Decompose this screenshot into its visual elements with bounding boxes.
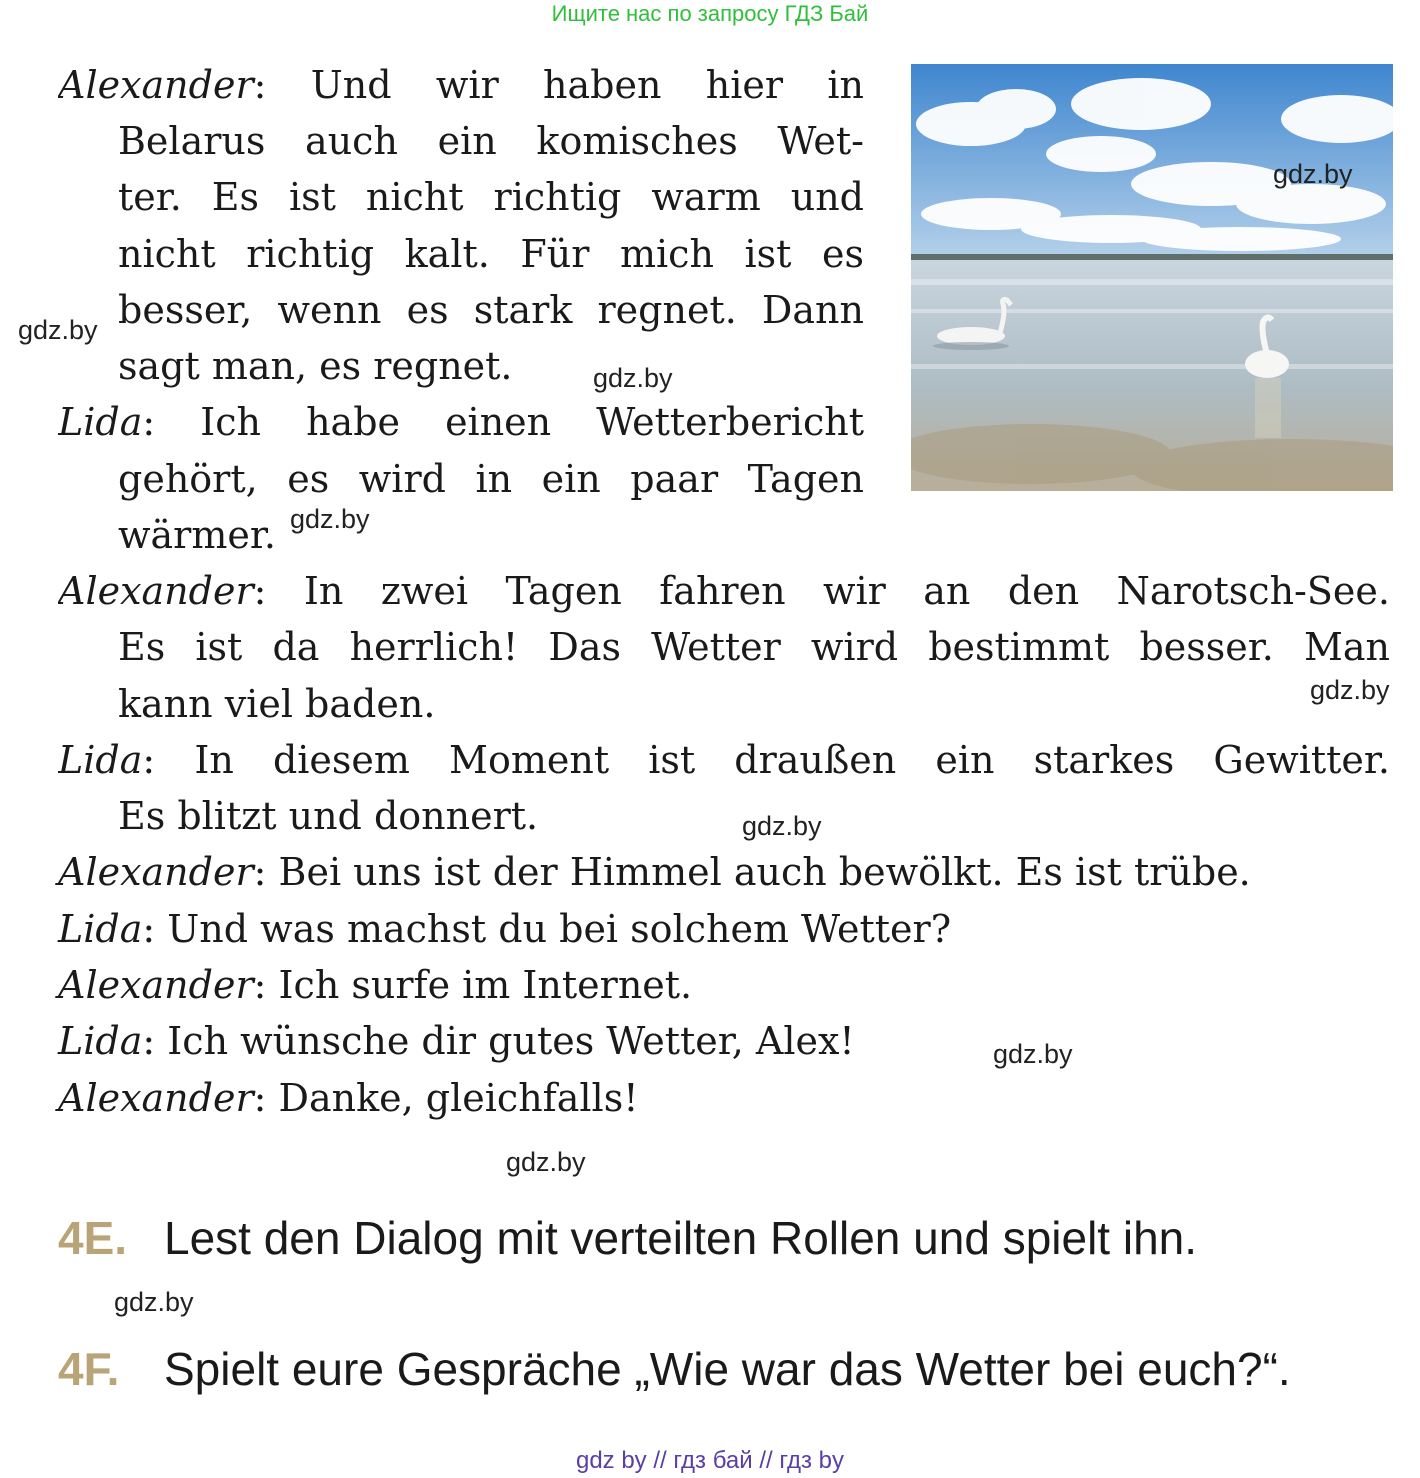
speaker-colon: : <box>142 907 156 951</box>
speaker-colon: : <box>142 400 156 444</box>
dialog-line <box>58 844 1251 900</box>
replica-text: In zwei Tagen fahren wir an den Narotsch-See. <box>303 569 1390 613</box>
dialog-line: nicht richtig kalt. Für mich ist es <box>118 232 864 276</box>
dialog-line: gehört, es wird in ein paar Tagen <box>118 457 864 501</box>
watermark: gdz.by <box>1310 675 1390 705</box>
dialog-line <box>58 1070 638 1126</box>
replica-text: Und was machst du bei solchem Wetter? <box>167 907 952 951</box>
replica-text: Ich surfe im Internet. <box>278 963 693 1007</box>
dialog-line <box>58 901 951 957</box>
dialog-line <box>58 57 864 113</box>
speaker-colon: : <box>253 569 267 613</box>
speaker-name: Alexander <box>58 569 254 613</box>
replica-text: Und wir haben hier in <box>310 63 864 107</box>
watermark: gdz.by <box>593 363 673 393</box>
replica-text: In diesem Moment ist draußen ein starkes Gewitter. <box>194 738 1390 782</box>
speaker-colon: : <box>253 963 267 1007</box>
dialog-line: Belarus auch ein komisches Wet- <box>118 119 864 163</box>
replica-text: Ich wünsche dir gutes Wetter, Alex! <box>167 1019 855 1063</box>
lake-swans-photo <box>911 64 1393 491</box>
task-4e <box>58 1206 1398 1270</box>
dialog-line: ter. Es ist nicht richtig warm und <box>118 175 864 219</box>
watermark: gdz.by <box>114 1287 194 1317</box>
speaker-colon: : <box>253 1076 267 1120</box>
top-banner[interactable]: Ищите нас по запросу ГДЗ Бай <box>551 1 869 26</box>
task-number: 4E. <box>58 1212 128 1264</box>
dialog-line: wärmer. <box>118 513 276 557</box>
speaker-colon: : <box>142 738 156 782</box>
dialog-line: besser, wenn es stark regnet. Dann <box>118 288 864 332</box>
speaker-name: Alexander <box>58 963 254 1007</box>
speaker-colon: : <box>142 1019 156 1063</box>
dialog-line <box>58 1013 855 1069</box>
dialog-line <box>58 732 1390 788</box>
dialog-line: sagt man, es regnet. <box>118 344 513 388</box>
watermark: gdz.by <box>1273 159 1353 189</box>
replica-text: Bei uns ist der Himmel auch bewölkt. Es ist trübe. <box>278 850 1251 894</box>
watermark: gdz.by <box>18 315 98 345</box>
dialog-line: Es blitzt und donnert. <box>118 794 539 838</box>
speaker-name: Alexander <box>58 850 254 894</box>
watermark: gdz.by <box>506 1147 586 1177</box>
speaker-name: Lida <box>58 400 143 444</box>
lake-swans-illustration <box>911 64 1393 491</box>
replica-text: Danke, gleichfalls! <box>278 1076 639 1120</box>
dialog-line: Es ist da herrlich! Das Wetter wird bestimmt besser. Man <box>118 625 1390 669</box>
task-text: Lest den Dialog mit verteilten Rollen und spielt ihn. <box>164 1212 1198 1264</box>
dialog-line: kann viel baden. <box>118 682 436 726</box>
speaker-colon: : <box>253 850 267 894</box>
speaker-name: Lida <box>58 1019 143 1063</box>
dialog-line <box>58 957 692 1013</box>
watermark: gdz.by <box>993 1039 1073 1069</box>
dialog-line <box>58 394 864 450</box>
speaker-colon: : <box>253 63 267 107</box>
speaker-name: Lida <box>58 907 143 951</box>
footer-links[interactable]: gdz by // гдз бай // гдз by <box>575 1447 845 1474</box>
task-4f <box>58 1337 1398 1401</box>
watermark: gdz.by <box>290 504 370 534</box>
replica-text: Ich habe einen Wetterbericht <box>200 400 864 444</box>
speaker-name: Lida <box>58 738 143 782</box>
dialog-line <box>58 563 1390 619</box>
task-text: Spielt eure Gespräche „Wie war das Wetter bei euch?“. <box>164 1343 1291 1395</box>
task-number: 4F. <box>58 1343 120 1395</box>
speaker-name: Alexander <box>58 1076 254 1120</box>
watermark: gdz.by <box>742 811 822 841</box>
speaker-name: Alexander <box>58 63 254 107</box>
